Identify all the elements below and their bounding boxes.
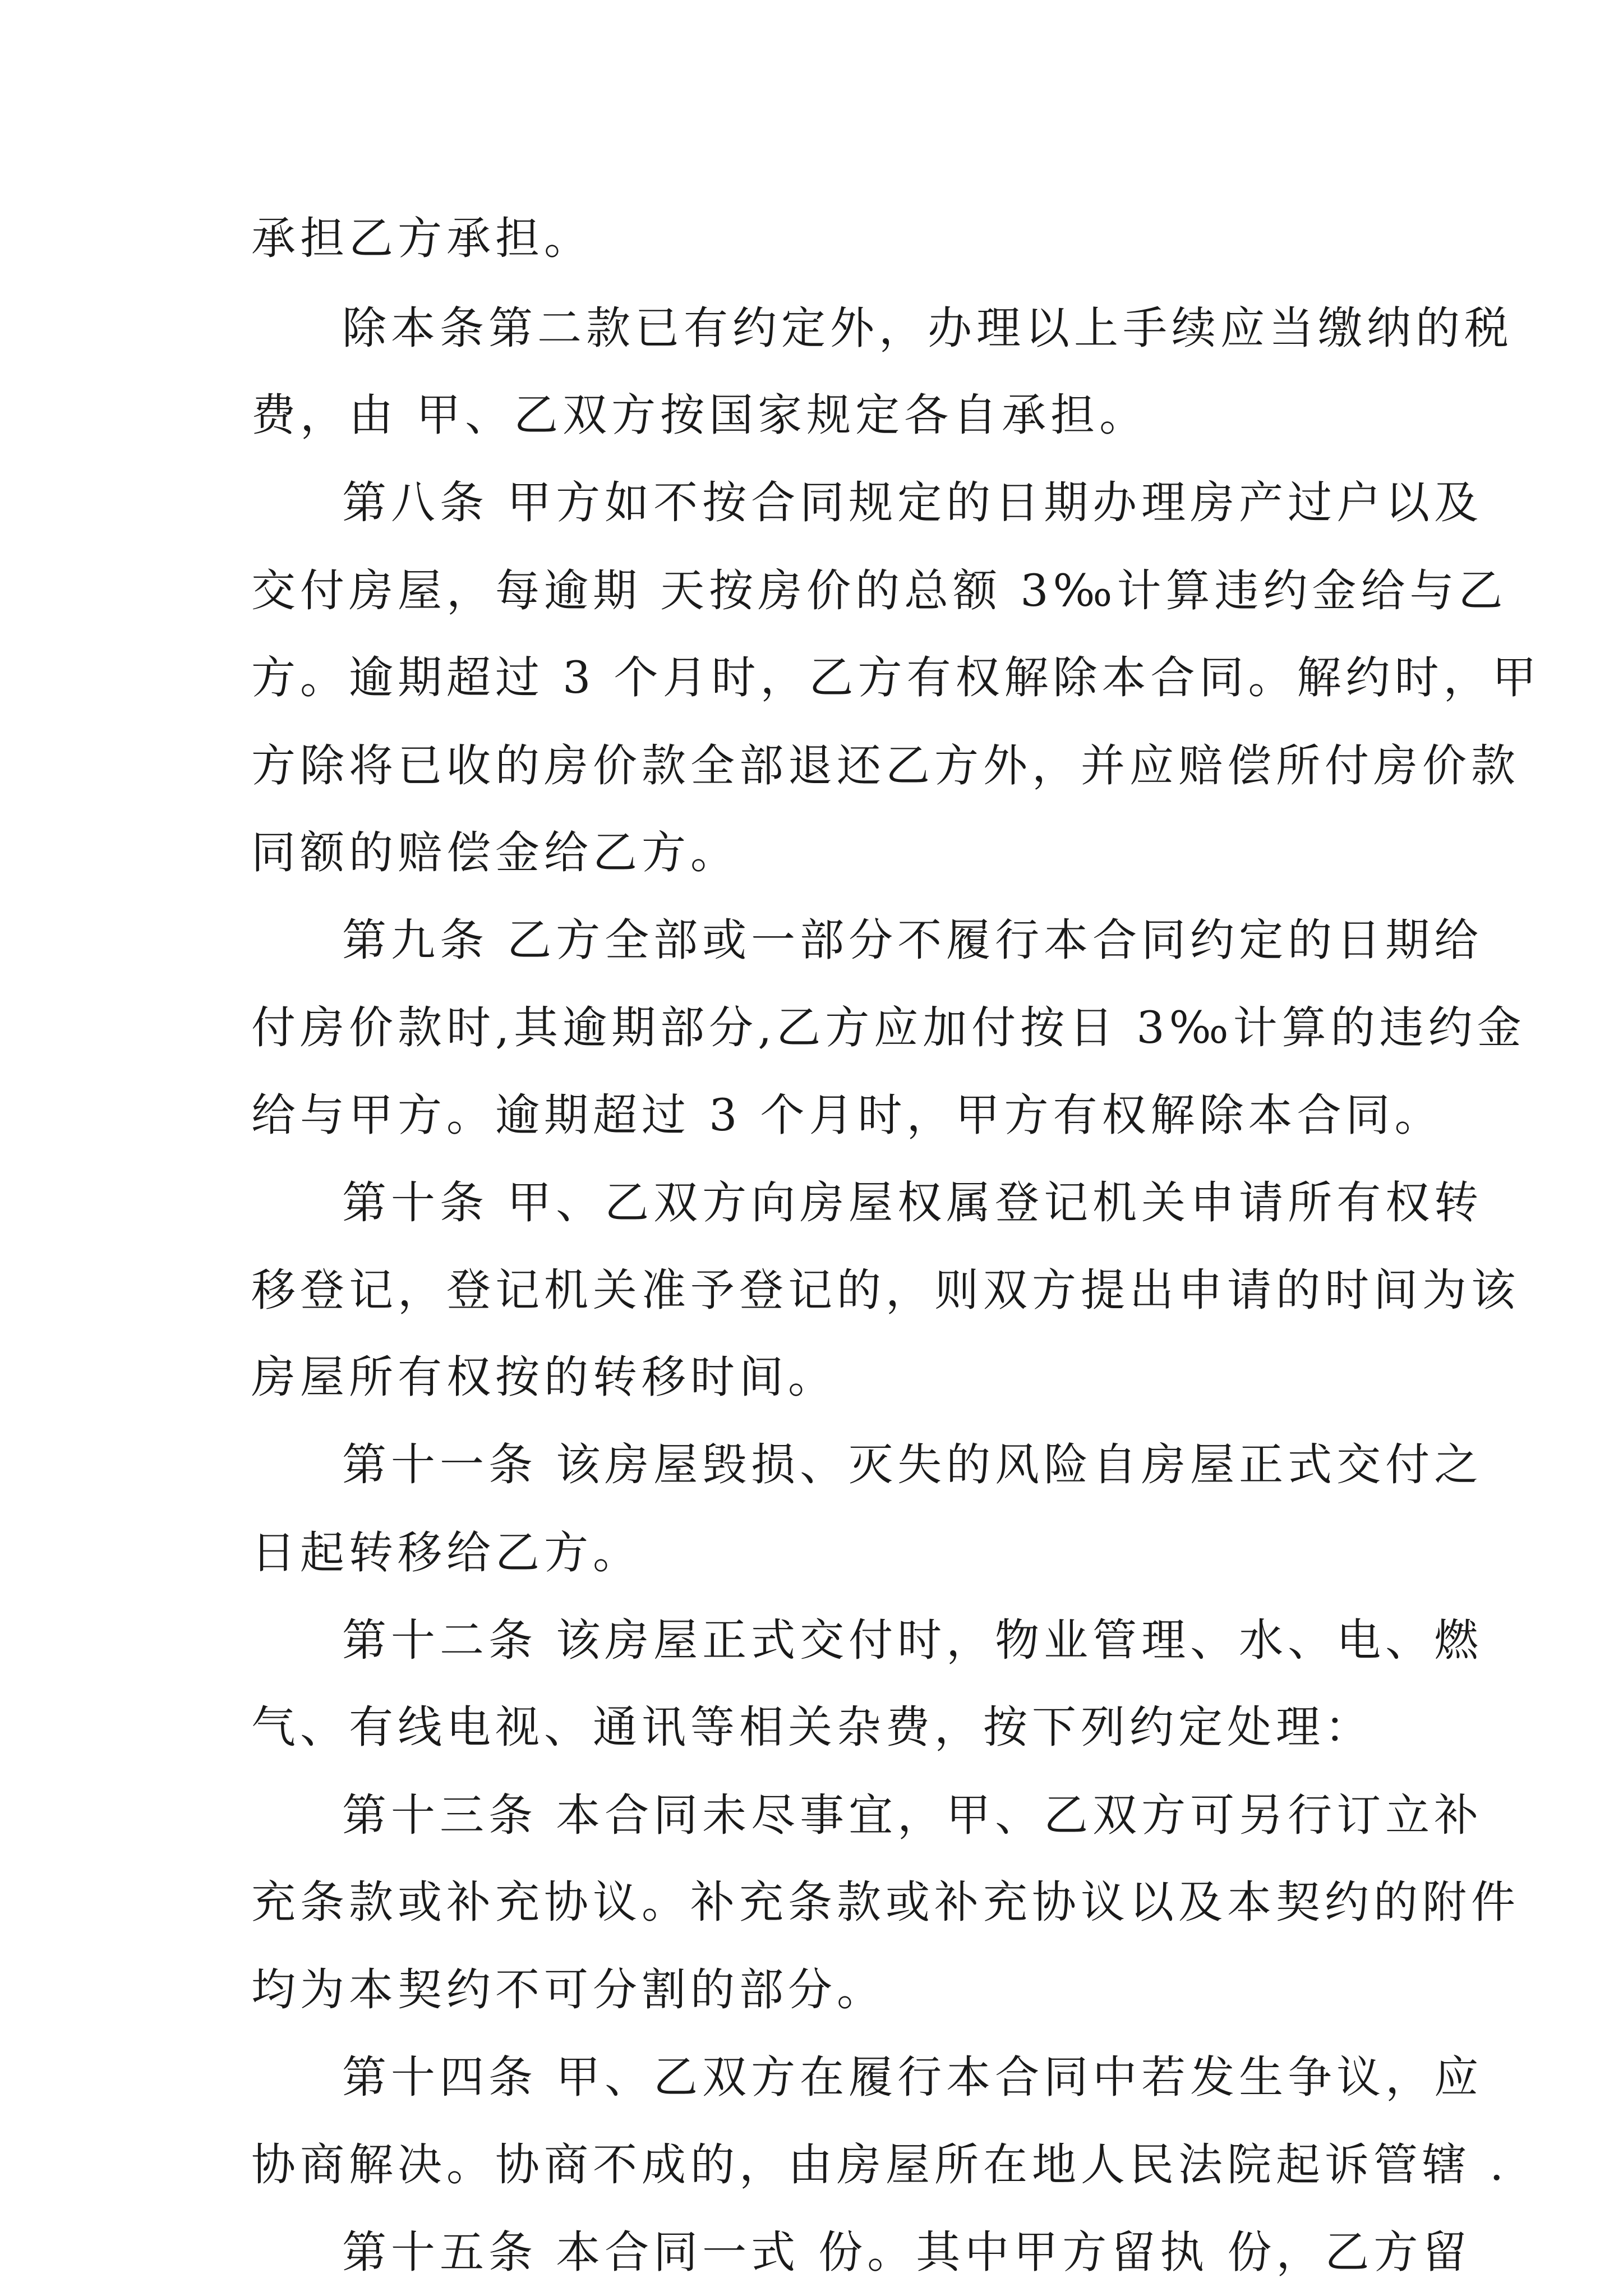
text-line: 日起转移给乙方。 — [251, 1527, 642, 1579]
text-line: 协商解决。协商不成的，由房屋所在地人民法院起诉管辖 . — [251, 2139, 1509, 2191]
text-line: 气、有线电视、通讯等相关杂费，按下列约定处理： — [251, 1701, 1373, 1753]
text-line: 第十五条 本合同一式 份。其中甲方留执 份，乙方留 — [342, 2226, 1472, 2278]
text-line: 给与甲方。逾期超过 3 个月时，甲方有权解除本合同。 — [251, 1089, 1444, 1141]
text-line: 第十四条 甲、乙双方在履行本合同中若发生争议，应 — [342, 2051, 1483, 2103]
text-line: 充条款或补充协议。补充条款或补充协议以及本契约的附件 — [251, 1876, 1520, 1928]
text-line: 方。逾期超过 3 个月时，乙方有权解除本合同。解约时，甲 — [251, 652, 1541, 703]
text-line: 移登记，登记机关准予登记的，则双方提出申请的时间为该 — [251, 1264, 1520, 1316]
text-line: 费，由 甲、乙双方按国家规定各自承担。 — [251, 389, 1149, 441]
text-line: 方除将已收的房价款全部退还乙方外，并应赔偿所付房价款 — [251, 740, 1520, 792]
text-line: 付房价款时,其逾期部分,乙方应加付按日 3‰计算的违约金 — [251, 1002, 1526, 1053]
text-line: 均为本契约不可分割的部分。 — [251, 1964, 886, 2016]
text-line: 同额的赔偿金给乙方。 — [251, 827, 739, 878]
text-line: 交付房屋，每逾期 天按房价的总额 3‰计算违约金给与乙 — [251, 565, 1507, 616]
text-line: 第十三条 本合同未尽事宜，甲、乙双方可另行订立补 — [342, 1789, 1483, 1841]
text-line: 第九条 乙方全部或一部分不履行本合同约定的日期给 — [342, 914, 1483, 966]
text-line: 除本条第二款已有约定外，办理以上手续应当缴纳的税 — [342, 302, 1513, 354]
text-line: 第十一条 该房屋毁损、灭失的风险自房屋正式交付之 — [342, 1439, 1483, 1490]
text-line: 承担乙方承担。 — [251, 213, 593, 264]
text-line: 第十条 甲、乙双方向房屋权属登记机关申请所有权转 — [342, 1177, 1483, 1228]
text-line: 房屋所有权按的转移时间。 — [251, 1351, 837, 1403]
text-line: 第十二条 该房屋正式交付时，物业管理、水、电、燃 — [342, 1614, 1483, 1666]
text-line: 第八条 甲方如不按合同规定的日期办理房产过户以及 — [342, 477, 1483, 528]
